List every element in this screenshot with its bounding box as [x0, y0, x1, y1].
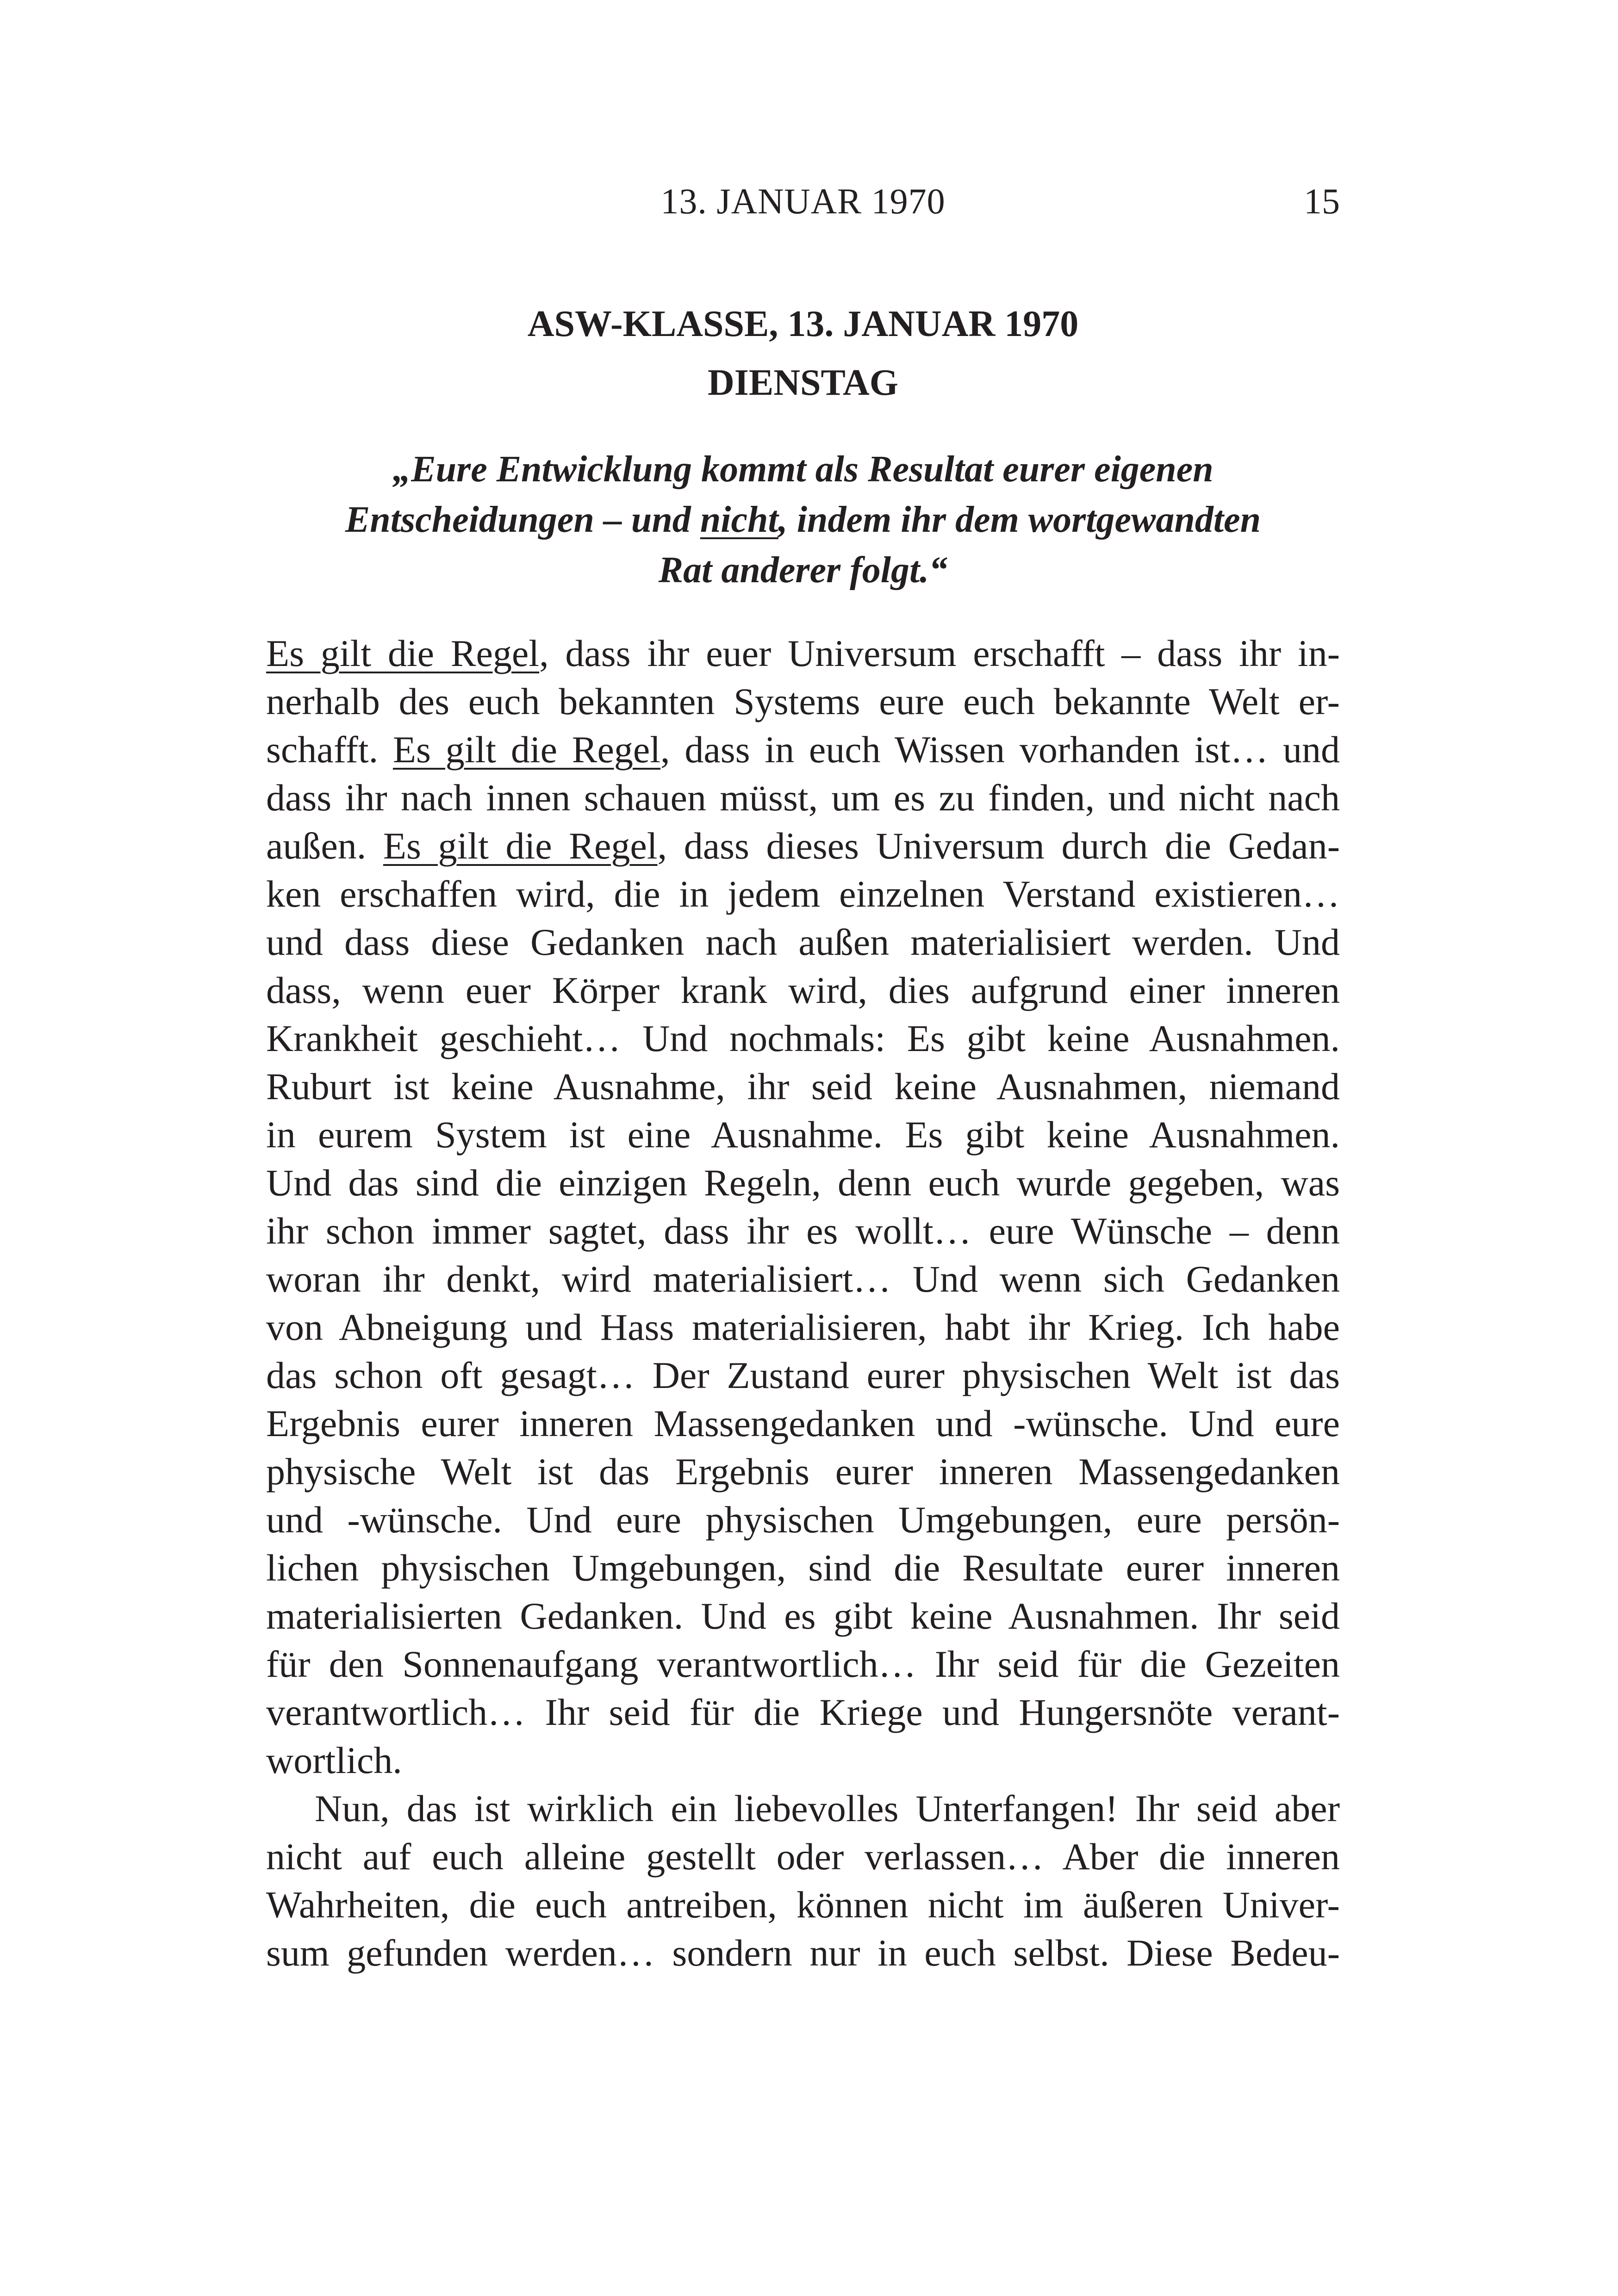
body-text-run: schafft.: [266, 728, 393, 771]
body-text-run: dass ihr nach innen schauen müsst, um es zu finden, und nicht nach: [266, 777, 1340, 819]
body-text-run: dass, wenn euer Körper krank wird, dies aufgrund einer inneren: [266, 969, 1340, 1011]
body-text-run: Ergebnis eurer inneren Massengedanken und -wünsche. Und eure: [266, 1402, 1340, 1444]
body-line: [266, 1688, 1340, 1736]
body-line: [266, 1736, 1340, 1785]
body-line: [266, 1063, 1340, 1111]
body-text-run: physische Welt ist das Ergebnis eurer inneren Massengedanken: [266, 1450, 1340, 1493]
body-text-run: verantwortlich… Ihr seid für die Kriege und Hungersnöte verant-: [266, 1691, 1340, 1733]
body-line: [266, 1881, 1340, 1929]
body-line: [266, 918, 1340, 966]
chapter-heading: ASW-KLASSE, 13. JANUAR 1970: [527, 304, 1079, 344]
body-text-run: lichen physischen Umgebungen, sind die Resultate eurer inneren: [266, 1547, 1340, 1589]
body-line: [266, 1014, 1340, 1063]
body-text-run: sum gefunden werden… sondern nur in euch selbst. Diese Bedeu-: [266, 1932, 1340, 1974]
body-line: [266, 1640, 1340, 1688]
body-line: [266, 1351, 1340, 1400]
body-text-run: außen.: [266, 825, 383, 867]
body-text-run: und dass diese Gedanken nach außen materialisiert werden. Und: [266, 921, 1340, 963]
running-header: [266, 176, 1340, 227]
underlined-phrase: Es gilt die Regel: [266, 632, 540, 674]
body-text-run: Krankheit geschieht… Und nochmals: Es gibt keine Ausnahmen.: [266, 1017, 1340, 1059]
body-line: [266, 1255, 1340, 1303]
body-text-run: , dass dieses Universum durch die Gedan-: [657, 825, 1340, 867]
body-line: [266, 1833, 1340, 1881]
epigraph-line: [266, 495, 1340, 545]
body-line: [266, 1785, 1340, 1833]
epigraph-text: , indem ihr dem wortgewandten: [778, 499, 1261, 540]
body-text-run: Nun, das ist wirklich ein liebevolles Unterfangen! Ihr seid aber: [315, 1787, 1340, 1829]
body-line: [266, 1929, 1340, 1977]
body-text-run: , dass in euch Wissen vorhanden ist… und: [660, 728, 1340, 771]
epigraph-emphasis: nicht: [700, 499, 778, 540]
body-text-run: für den Sonnenaufgang verantwortlich… Ihr seid für die Gezeiten: [266, 1643, 1340, 1685]
body-line: [266, 966, 1340, 1014]
body-line: [266, 1111, 1340, 1159]
running-title: 13. JANUAR 1970: [660, 181, 946, 221]
body-text: [266, 629, 1340, 1977]
body-line: [266, 822, 1340, 870]
epigraph-line: „Eure Entwicklung kommt als Resultat eurer eigenen: [392, 449, 1214, 490]
body-text-run: von Abneigung und Hass materialisieren, habt ihr Krieg. Ich habe: [266, 1306, 1340, 1348]
body-text-run: woran ihr denkt, wird materialisiert… Und wenn sich Gedanken: [266, 1258, 1340, 1300]
body-line: [266, 1303, 1340, 1351]
body-text-run: das schon oft gesagt… Der Zustand eurer physischen Welt ist das: [266, 1354, 1340, 1396]
body-line: [266, 726, 1340, 774]
epigraph-text: Entscheidungen – und: [345, 499, 700, 540]
body-text-run: nerhalb des euch bekannten Systems eure euch bekannte Welt er-: [266, 680, 1340, 722]
chapter-subheading: DIENSTAG: [708, 362, 898, 403]
underlined-phrase: Es gilt die Regel: [383, 825, 658, 867]
underlined-phrase: Es gilt die Regel: [392, 728, 661, 771]
body-line: [266, 629, 1340, 678]
body-line: [266, 1400, 1340, 1448]
body-line: [266, 1496, 1340, 1544]
body-text-run: ihr schon immer sagtet, dass ihr es wollt… eure Wünsche – denn: [266, 1210, 1340, 1252]
body-line: [266, 1448, 1340, 1496]
body-text-run: Wahrheiten, die euch antreiben, können nicht im äußeren Univer-: [266, 1884, 1340, 1926]
body-text-run: materialisierten Gedanken. Und es gibt keine Ausnahmen. Ihr seid: [266, 1595, 1340, 1637]
body-line: [266, 1544, 1340, 1592]
body-line: [266, 774, 1340, 822]
body-text-run: in eurem System ist eine Ausnahme. Es gibt keine Ausnahmen.: [266, 1114, 1340, 1156]
body-line: [266, 678, 1340, 726]
page-number: 15: [1304, 181, 1340, 221]
body-line: [266, 1592, 1340, 1640]
body-text-run: wortlich.: [266, 1739, 402, 1781]
body-text-run: Ruburt ist keine Ausnahme, ihr seid keine Ausnahmen, niemand: [266, 1065, 1340, 1108]
body-text-run: nicht auf euch alleine gestellt oder verlassen… Aber die inneren: [266, 1836, 1340, 1878]
body-text-run: und -wünsche. Und eure physischen Umgebungen, eure persön-: [266, 1499, 1340, 1541]
body-text-run: ken erschaffen wird, die in jedem einzelnen Verstand existieren…: [266, 873, 1340, 915]
body-line: [266, 1159, 1340, 1207]
body-line: [266, 1207, 1340, 1255]
epigraph-line: Rat anderer folgt.“: [658, 550, 948, 591]
body-line: [266, 870, 1340, 918]
body-text-run: , dass ihr euer Universum erschafft – dass ihr in-: [539, 632, 1340, 674]
body-text-run: Und das sind die einzigen Regeln, denn euch wurde gegeben, was: [266, 1162, 1340, 1204]
